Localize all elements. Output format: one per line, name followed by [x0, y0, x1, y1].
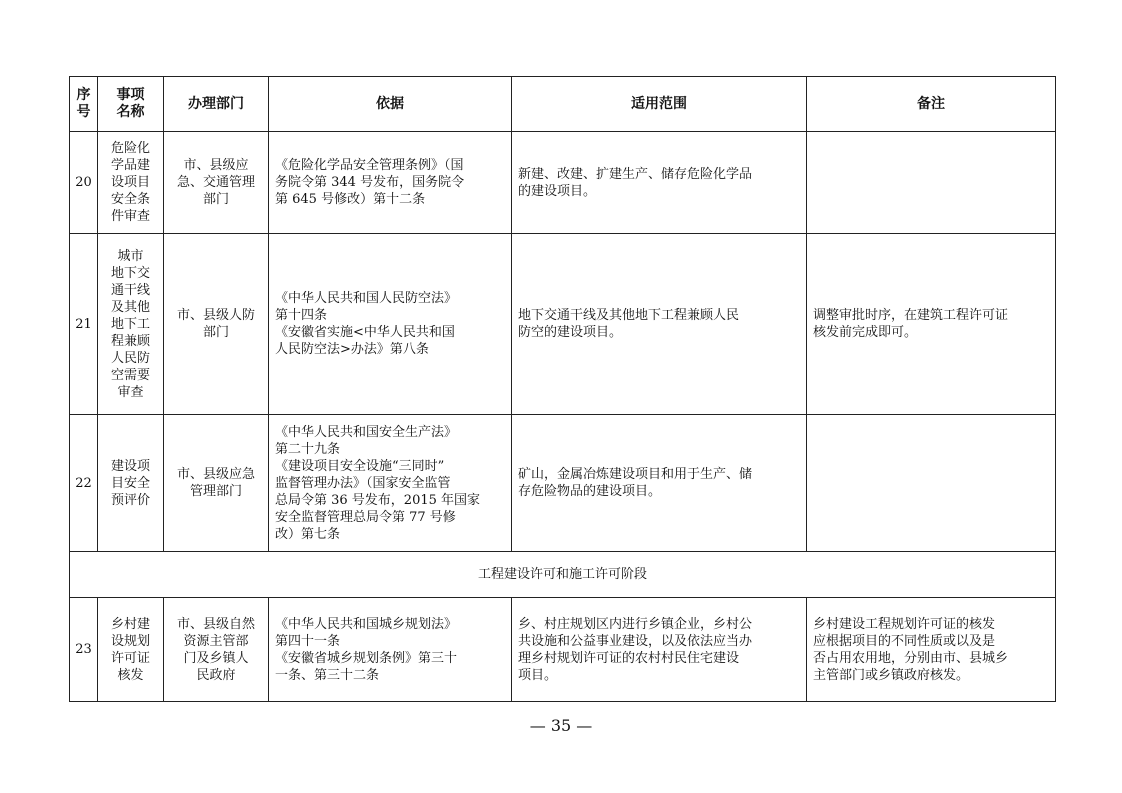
- row-basis: 《中华人民共和国人民防空法》 第十四条 《安徽省实施<中华人民共和国 人民防空法>办法》第八条: [269, 234, 512, 415]
- table-row: [70, 598, 1056, 702]
- table-row: [70, 234, 1056, 415]
- header-department: 办理部门: [164, 77, 269, 132]
- table-row: [70, 132, 1056, 234]
- row-remark: [807, 415, 1056, 552]
- row-remark: 乡村建设工程规划许可证的核发 应根据项目的不同性质或以及是 否占用农用地，分别由市、县城乡 主管部门或乡镇政府核发。: [807, 598, 1056, 702]
- row-scope: 地下交通干线及其他地下工程兼顾人民 防空的建设项目。: [512, 234, 807, 415]
- header-no: 序 号: [70, 77, 98, 132]
- table-row: [70, 415, 1056, 552]
- row-remark: 调整审批时序，在建筑工程许可证 核发前完成即可。: [807, 234, 1056, 415]
- header-scope: 适用范围: [512, 77, 807, 132]
- row-item-name: 危险化 学品建 设项目 安全条 件审查: [98, 132, 164, 234]
- row-no: 23: [70, 598, 98, 702]
- row-scope: 矿山，金属冶炼建设项目和用于生产、储 存危险物品的建设项目。: [512, 415, 807, 552]
- row-department: 市、县级自然 资源主管部 门及乡镇人 民政府: [164, 598, 269, 702]
- header-row: [70, 77, 1056, 132]
- row-remark: [807, 132, 1056, 234]
- header-remark: 备注: [807, 77, 1056, 132]
- header-item-name: 事项 名称: [98, 77, 164, 132]
- row-basis: 《中华人民共和国城乡规划法》 第四十一条 《安徽省城乡规划条例》第三十 一条、第三十二条: [269, 598, 512, 702]
- row-no: 21: [70, 234, 98, 415]
- row-basis: 《危险化学品安全管理条例》（国 务院令第 344 号发布，国务院令 第 645 号修改）第十二条: [269, 132, 512, 234]
- row-department: 市、县级应急 管理部门: [164, 415, 269, 552]
- row-item-name: 城市 地下交 通干线 及其他 地下工 程兼顾 人民防 空需要 审查: [98, 234, 164, 415]
- header-basis: 依据: [269, 77, 512, 132]
- row-basis: 《中华人民共和国安全生产法》 第二十九条 《建设项目安全设施“三同时” 监督管理办法》（国家安全监管 总局令第 36 号发布，2015 年国家 安全监督管理总局令第 77 号修 改）第七条: [269, 415, 512, 552]
- row-item-name: 建设项 目安全 预评价: [98, 415, 164, 552]
- stage-row: [70, 552, 1056, 598]
- stage-title: 工程建设许可和施工许可阶段: [70, 552, 1056, 598]
- row-item-name: 乡村建 设规划 许可证 核发: [98, 598, 164, 702]
- row-no: 20: [70, 132, 98, 234]
- approval-items-table: [69, 76, 1056, 702]
- row-scope: 新建、改建、扩建生产、储存危险化学品 的建设项目。: [512, 132, 807, 234]
- page-number: — 35 —: [529, 716, 593, 735]
- row-department: 市、县级应 急、交通管理 部门: [164, 132, 269, 234]
- row-scope: 乡、村庄规划区内进行乡镇企业，乡村公 共设施和公益事业建设，以及依法应当办 理乡村规划许可证的农村村民住宅建设 项目。: [512, 598, 807, 702]
- row-no: 22: [70, 415, 98, 552]
- row-department: 市、县级人防 部门: [164, 234, 269, 415]
